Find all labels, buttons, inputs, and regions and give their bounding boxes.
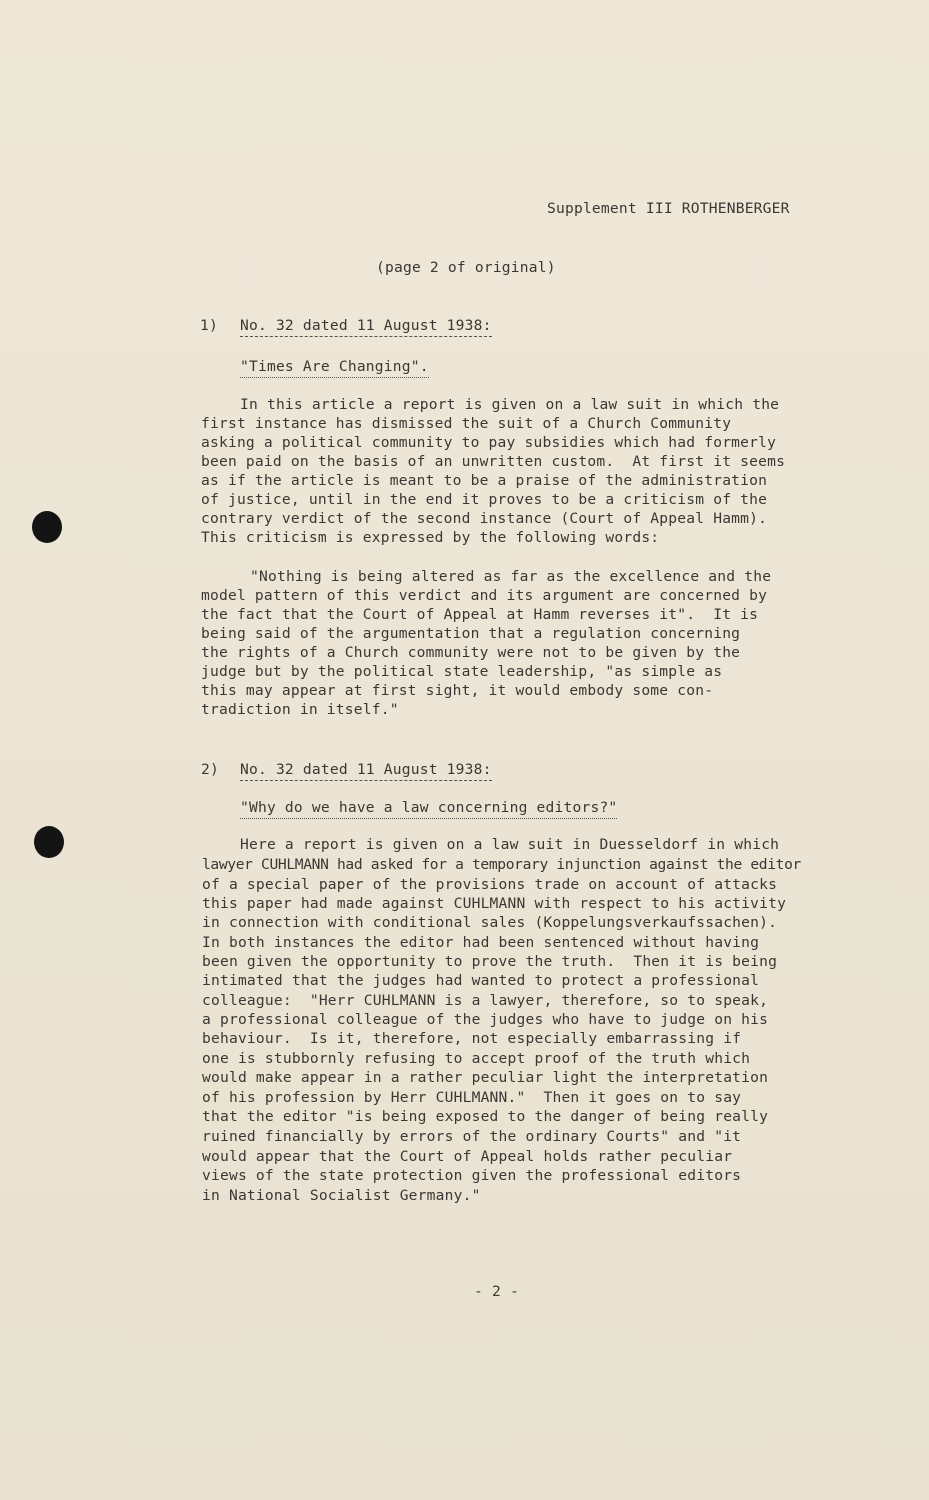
item-1-number: 1) [200, 317, 218, 334]
text-line: of a special paper of the provisions trade on account of attacks [202, 876, 778, 893]
text-line: been given the opportunity to prove the truth. Then it is being [202, 953, 778, 970]
supplement-header: Supplement III ROTHENBERGER [547, 200, 790, 217]
text-line: the rights of a Church community were not to be given by the [201, 644, 741, 661]
text-line: of justice, until in the end it proves to be a criticism of the [201, 491, 768, 508]
text-line: been paid on the basis of an unwritten custom. At first it seems [201, 453, 786, 470]
text-line: that the editor "is being exposed to the danger of being really [202, 1108, 769, 1125]
text-line: ruined financially by errors of the ordinary Courts" and "it [202, 1128, 742, 1145]
page-reference: (page 2 of original) [376, 259, 556, 276]
text-line: being said of the argumentation that a regulation concerning [201, 625, 741, 642]
text-line: in connection with conditional sales (Koppelungsverkaufssachen). [202, 914, 778, 931]
item-1-heading: No. 32 dated 11 August 1938: [240, 316, 492, 337]
text-line: asking a political community to pay subsidies which had formerly [201, 434, 777, 451]
text-line: contrary verdict of the second instance (Court of Appeal Hamm). [201, 510, 768, 527]
item-2-heading: No. 32 dated 11 August 1938: [240, 760, 492, 781]
text-line: In both instances the editor had been sentenced without having [202, 934, 760, 951]
item-2-title: "Why do we have a law concerning editors?" [240, 798, 617, 819]
item-2-number: 2) [201, 761, 219, 778]
text-line: would appear that the Court of Appeal holds rather peculiar [202, 1148, 733, 1165]
text-line: views of the state protection given the professional editors [202, 1167, 742, 1184]
item-1-title: "Times Are Changing". [240, 357, 429, 378]
text-line: Here a report is given on a law suit in Duesseldorf in which [240, 836, 780, 853]
punch-hole-top [32, 511, 62, 543]
text-line: colleague: "Herr CUHLMANN is a lawyer, therefore, so to speak, [202, 992, 769, 1009]
text-line: a professional colleague of the judges who have to judge on his [202, 1011, 769, 1028]
text-line: as if the article is meant to be a praise of the administration [201, 472, 768, 489]
text-line: model pattern of this verdict and its argument are concerned by [201, 587, 768, 604]
text-line: this may appear at first sight, it would embody some con- [201, 682, 714, 699]
text-line: in National Socialist Germany." [202, 1187, 481, 1204]
text-line: lawyer CUHLMANN had asked for a temporary injunction against the editor [202, 856, 801, 873]
text-line: tradiction in itself." [201, 701, 399, 718]
text-line: this paper had made against CUHLMANN with respect to his activity [202, 895, 787, 912]
text-line: would make appear in a rather peculiar light the interpretation [202, 1069, 769, 1086]
text-line: behaviour. Is it, therefore, not especially embarrassing if [202, 1030, 742, 1047]
text-line: This criticism is expressed by the following words: [201, 529, 660, 546]
text-line: "Nothing is being altered as far as the excellence and the [250, 568, 772, 585]
text-line: judge but by the political state leadership, "as simple as [201, 663, 723, 680]
text-line: In this article a report is given on a law suit in which the [240, 396, 780, 413]
text-line: of his profession by Herr CUHLMANN." Then it goes on to say [202, 1089, 742, 1106]
text-line: the fact that the Court of Appeal at Hamm reverses it". It is [201, 606, 759, 623]
text-line: first instance has dismissed the suit of a Church Community [201, 415, 732, 432]
page-number: - 2 - [474, 1283, 519, 1300]
text-line: one is stubbornly refusing to accept proof of the truth which [202, 1050, 751, 1067]
text-line: intimated that the judges had wanted to protect a professional [202, 972, 760, 989]
punch-hole-bottom [34, 826, 64, 858]
